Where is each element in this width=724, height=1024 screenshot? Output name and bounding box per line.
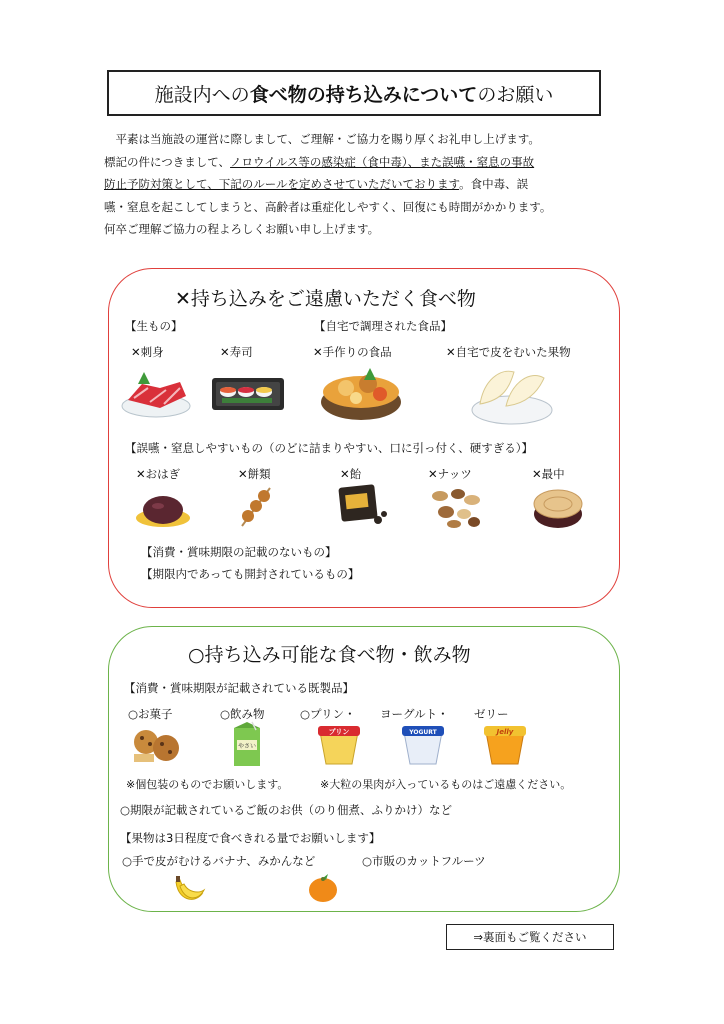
banana-icon [172,872,206,906]
category-fruit: 【果物は3日程度で食べきれる量でお願いします】 [120,831,381,845]
intro-line3-underlined: 防止予防対策として、下記のルールを定めさせていただいております [104,177,460,191]
item-mochi: ✕餅類 [238,467,271,481]
pudding-icon [316,720,362,768]
jelly-icon [482,720,528,768]
allowed-panel [108,626,620,912]
sushi-icon [208,364,288,416]
item-yogurt: ヨーグルト・ [380,707,449,721]
item-monaka: ✕最中 [532,467,565,481]
category-choking: 【誤嚥・窒息しやすいもの（のどに詰まりやすい、口に引っ付く、硬すぎる）】 [125,441,534,455]
intro-paragraph [104,128,624,241]
intro-line2-plain: 標記の件につきまして、 [104,154,231,169]
item-homemade-food: ✕手作りの食品 [313,345,392,359]
ohagi-icon [134,484,192,530]
note-opened: 【期限内であっても開封されているもの】 [141,567,360,581]
item-snacks: ○お菓子 [128,707,173,721]
mochi-icon [236,484,276,530]
category-raw: 【生もの】 [125,319,183,333]
intro-line [104,151,624,174]
item-peeled-fruit: ✕自宅で皮をむいた果物 [446,345,571,359]
page-title [107,70,601,116]
prohibited-title: ✕持ち込みをご遠慮いただく食べ物 [175,288,476,310]
item-peelable-fruit: ○手で皮がむけるバナナ、みかんなど [122,854,316,868]
intro-line1: 平素は当施設の運営に際しまして、ご理解・ご協力を賜り厚くお礼申し上げます。 [115,132,540,146]
allowed-title: ○持ち込み可能な食べ物・飲み物 [188,644,471,666]
category-packaged: 【消費・賞味期限が記載されている既製品】 [124,681,354,695]
jelly-label: Jelly [496,728,514,736]
note-no-expiry: 【消費・賞味期限の記載のないもの】 [141,545,337,559]
intro-line5: 何卒ご理解ご協力の程よろしくお願い申し上げます。 [104,222,380,236]
category-homemade: 【自宅で調理された食品】 [314,319,452,333]
title-part3: のお願い [477,83,554,106]
note-individual-packaging: ※個包装のものでお願いします。 [126,778,289,791]
note-fruit-pulp: ※大粒の果肉が入っているものはご遠慮ください。 [320,778,572,791]
drink-label: やさい [237,743,257,750]
title-part1: 施設内への [154,83,250,106]
intro-line [104,173,624,196]
drink-carton-icon [230,722,264,768]
item-nuts: ✕ナッツ [428,467,472,481]
title-part2: 食べ物の持ち込みについて [249,83,478,106]
intro-line [104,218,624,241]
item-pudding: ○プリン・ [300,707,356,721]
item-candy: ✕飴 [340,467,362,481]
sashimi-icon [120,362,192,422]
item-jelly: ゼリー [474,707,509,721]
intro-line [104,128,624,151]
item-rice-topping: ○期限が記載されているご飯のお供（のり佃煮、ふりかけ）など [120,803,453,817]
intro-line2-underlined: ノロウイルス等の感染症（食中毒）、また誤嚥・窒息の事故 [230,154,535,169]
pudding-label: プリン [328,728,350,736]
candy-icon [334,482,390,528]
item-cut-fruit: ○市販のカットフルーツ [362,854,486,868]
item-drinks: ○飲み物 [220,707,265,721]
item-sushi: ✕寿司 [220,345,253,359]
mandarin-icon [306,870,340,904]
intro-line [104,196,624,219]
item-ohagi: ✕おはぎ [136,467,181,481]
item-sashimi: ✕刺身 [131,345,164,359]
peeled-fruit-icon [470,360,554,426]
monaka-icon [530,484,586,530]
yogurt-icon [400,720,446,768]
yogurt-label: YOGURT [409,729,437,736]
see-reverse-note: ⇒裏面もご覧ください [446,924,614,950]
intro-line4: 嚥・窒息を起こしてしまうと、高齢者は重症化しやすく、回復にも時間がかかります。 [104,199,552,214]
snacks-icon [130,724,186,766]
homemade-food-icon [318,358,404,422]
intro-line3-plain: 。食中毒、誤 [459,177,529,191]
nuts-icon [428,484,484,530]
